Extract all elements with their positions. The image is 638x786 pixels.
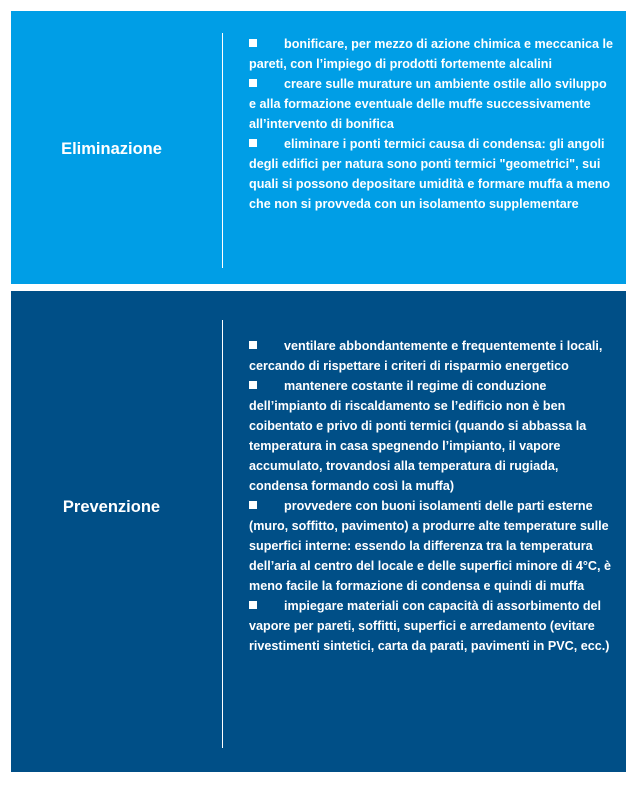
list-item — [249, 134, 614, 214]
list-item — [249, 336, 614, 376]
list-item-text: mantenere costante il regime di conduzione dell’impianto di riscaldamento se l’edificio non è ben coibentato e privo di ponti termici (quando si abbassa la temperatura in casa spegnendo l’impianto, il vapore accumulato, trovandosi alla temperatura di rugiada, condensa formando così la muffa) — [249, 379, 587, 493]
list-item-text: provvedere con buoni isolamenti delle parti esterne (muro, soffitto, pavimento) a produrre alte temperature sulle superfici interne: essendo la differenza tra la temperatura dell’aria al centro del locale e delle superfici minore di 4°C, è meno facile la formazione di condensa e quindi di muffa — [249, 499, 611, 593]
list-item-text: creare sulle murature un ambiente ostile allo sviluppo e alla formazione eventuale delle muffe successivamente all’intervento di bonifica — [249, 77, 607, 131]
bullet-list — [249, 34, 614, 214]
square-bullet-icon — [249, 139, 257, 147]
section-divider — [222, 320, 223, 748]
square-bullet-icon — [249, 341, 257, 349]
list-item-text: bonificare, per mezzo di azione chimica e meccanica le pareti, con l’impiego di prodotti fortemente alcalini — [249, 37, 613, 71]
section-title: Prevenzione — [62, 498, 161, 516]
square-bullet-icon — [249, 381, 257, 389]
list-item — [249, 74, 614, 134]
square-bullet-icon — [249, 79, 257, 87]
section-divider — [222, 33, 223, 268]
eliminazione-panel — [11, 11, 626, 284]
bullet-list — [249, 336, 614, 656]
square-bullet-icon — [249, 39, 257, 47]
list-item-text: eliminare i ponti termici causa di condensa: gli angoli degli edifici per natura sono ponti termici "geometrici", sui quali si possono depositare umidità e formare muffa a meno che non si provveda con un isolamento supplementare — [249, 137, 611, 211]
list-item — [249, 376, 614, 496]
list-item-text: ventilare abbondantemente e frequentemente i locali, cercando di rispettare i criteri di risparmio energetico — [249, 339, 603, 373]
section-title: Eliminazione — [61, 140, 162, 158]
prevenzione-panel — [11, 291, 626, 772]
square-bullet-icon — [249, 501, 257, 509]
list-item — [249, 496, 614, 596]
list-item — [249, 596, 614, 656]
list-item — [249, 34, 614, 74]
square-bullet-icon — [249, 601, 257, 609]
list-item-text: impiegare materiali con capacità di assorbimento del vapore per pareti, soffitti, superfici e arredamento (evitare rivestimenti sintetici, carta da parati, pavimenti in PVC, ecc.) — [249, 599, 610, 653]
